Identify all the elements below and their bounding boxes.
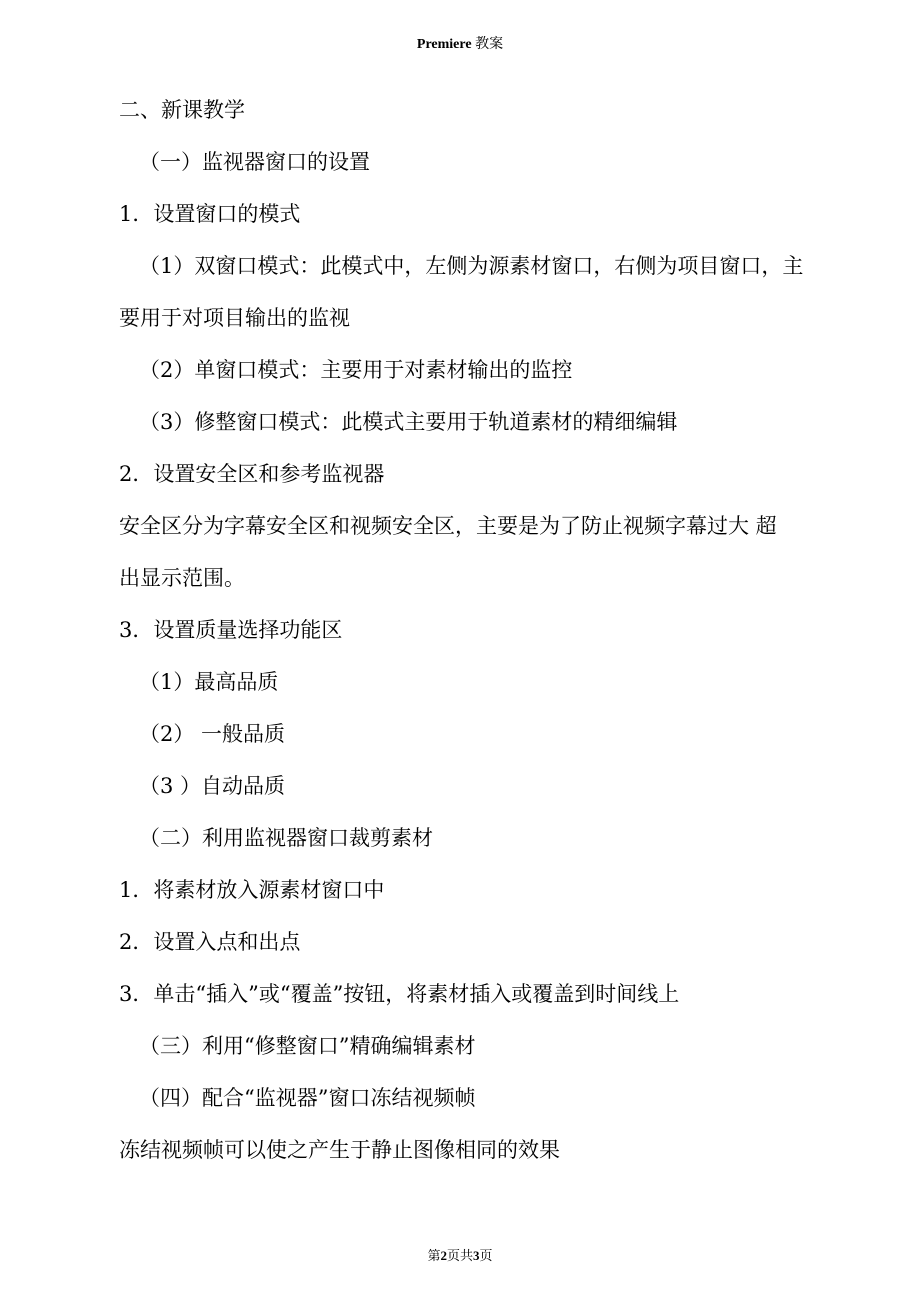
paragraph-line: 要用于对项目输出的监视 (119, 306, 350, 330)
numbered-item: 3．单击“插入”或“覆盖”按钮，将素材插入或覆盖到时间线上 (119, 982, 680, 1006)
numbered-item: 3．设置质量选择功能区 (119, 618, 343, 642)
header-app-name: Premiere (416, 37, 472, 52)
list-item: （3 ）自动品质 (139, 774, 286, 798)
numbered-item: 2．设置安全区和参考监视器 (119, 462, 385, 486)
numbered-item: 1．将素材放入源素材窗口中 (119, 878, 385, 902)
footer-prefix: 第 (427, 1248, 441, 1263)
header-title: 教案 (475, 37, 504, 52)
footer-page-number: 2 (440, 1248, 447, 1263)
footer-suffix: 页 (479, 1248, 493, 1263)
paragraph-line: 安全区分为字幕安全区和视频安全区，主要是为了防止视频字幕过大 超 (119, 514, 777, 538)
paragraph-line: 出显示范围。 (119, 566, 245, 590)
paragraph-line: 冻结视频帧可以使之产生于静止图像相同的效果 (119, 1138, 560, 1162)
subsection-heading: （三）利用“修整窗口”精确编辑素材 (139, 1034, 476, 1058)
list-item: （1）双窗口模式：此模式中，左侧为源素材窗口，右侧为项目窗口，主 (139, 254, 804, 278)
subsection-heading: （二）利用监视器窗口裁剪素材 (139, 826, 433, 850)
footer-middle: 页共 (446, 1248, 473, 1263)
list-item: （2）单窗口模式：主要用于对素材输出的监控 (139, 358, 573, 382)
list-item: （3）修整窗口模式：此模式主要用于轨道素材的精细编辑 (139, 410, 678, 434)
subsection-heading: （四）配合“监视器”窗口冻结视频帧 (139, 1086, 476, 1110)
section-heading: 二、新课教学 (119, 98, 245, 122)
list-item: （1）最高品质 (139, 670, 279, 694)
page-footer (0, 1247, 920, 1265)
list-item: （2） 一般品质 (139, 722, 286, 746)
page-header (0, 36, 920, 54)
numbered-item: 1．设置窗口的模式 (119, 202, 301, 226)
numbered-item: 2．设置入点和出点 (119, 930, 301, 954)
footer-total-pages: 3 (473, 1248, 480, 1263)
subsection-heading: （一）监视器窗口的设置 (139, 150, 370, 174)
